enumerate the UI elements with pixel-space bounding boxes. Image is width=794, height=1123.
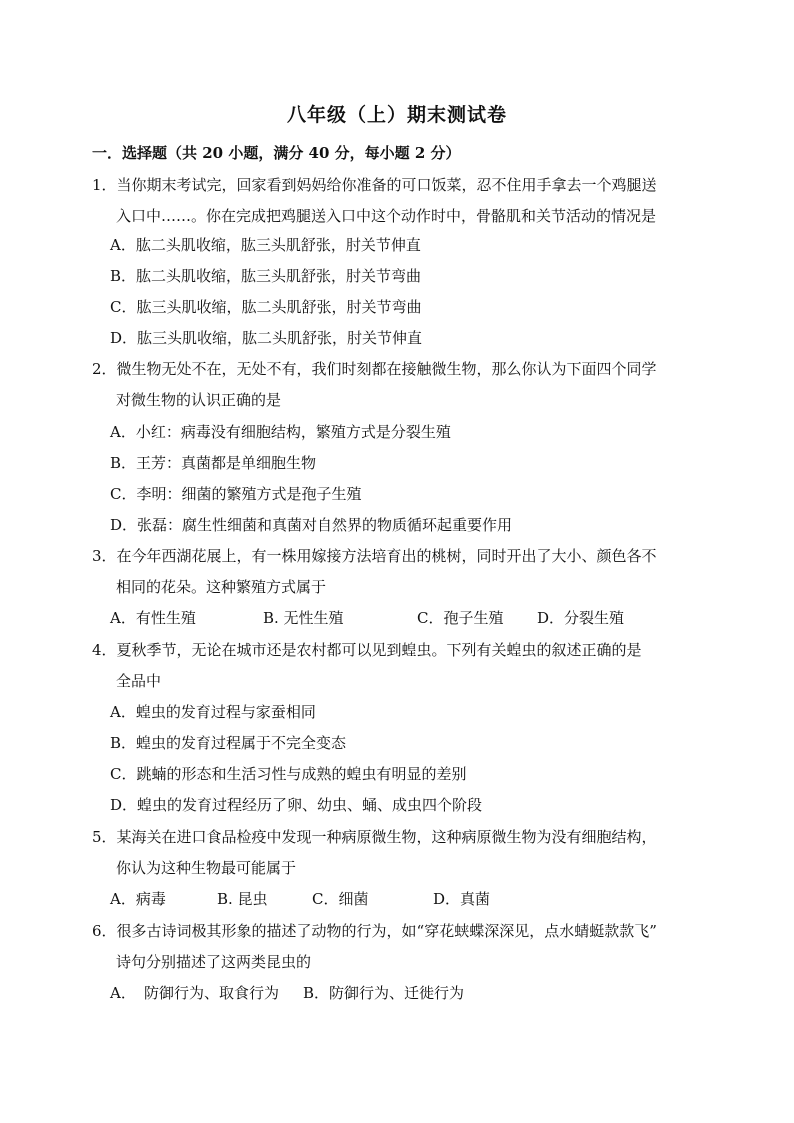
option-a: A．小红：病毒没有细胞结构，繁殖方式是分裂生殖 bbox=[110, 423, 451, 441]
question-4 bbox=[92, 635, 710, 697]
option-b: B．蝗虫的发育过程属于不完全变态 bbox=[110, 734, 347, 752]
option-a: A．肱二头肌收缩，肱三头肌舒张，肘关节伸直 bbox=[110, 236, 421, 254]
option-b: B．防御行为、迁徙行为 bbox=[303, 984, 465, 1002]
option-a: A．蝗虫的发育过程与家蚕相同 bbox=[110, 703, 316, 721]
question-text-continued: 你认为这种生物最可能属于 bbox=[116, 859, 297, 877]
option-a: A． bbox=[110, 984, 136, 1002]
option-c: C．细菌 bbox=[312, 890, 369, 908]
question-2 bbox=[92, 354, 710, 416]
question-1 bbox=[92, 170, 710, 232]
question-text: 5．某海关在进口食品检疫中发现一种病原微生物，这种病原微生物为没有细胞结构， bbox=[92, 828, 657, 846]
question-text: 4．夏秋季节，无论在城市还是农村都可以见到蝗虫。下列有关蝗虫的叙述正确的是 bbox=[92, 641, 642, 659]
question-text: 1．当你期末考试完，回家看到妈妈给你准备的可口饭菜，忍不住用手拿去一个鸡腿送 bbox=[92, 176, 657, 194]
option-d: D．蝗虫的发育过程经历了卵、幼虫、蛹、成虫四个阶段 bbox=[110, 796, 483, 814]
option-d: D．肱三头肌收缩，肱二头肌舒张，肘关节伸直 bbox=[110, 329, 423, 347]
option-a-text: 防御行为、取食行为 bbox=[144, 984, 280, 1002]
section-heading: 一．选择题（共 20 小题，满分 40 分，每小题 2 分） bbox=[92, 144, 461, 162]
question-text-continued: 相同的花朵。这种繁殖方式属于 bbox=[116, 578, 327, 596]
option-c: C．肱三头肌收缩，肱二头肌舒张，肘关节弯曲 bbox=[110, 298, 422, 316]
option-d: D．分裂生殖 bbox=[537, 609, 625, 627]
option-d: D．真菌 bbox=[433, 890, 491, 908]
question-text-continued: 入口中……。你在完成把鸡腿送入口中这个动作时中，骨骼肌和关节活动的情况是 bbox=[116, 207, 657, 225]
option-a: A．有性生殖 bbox=[110, 609, 196, 627]
question-3 bbox=[92, 541, 710, 603]
question-text: 6．很多古诗词极其形象的描述了动物的行为，如“穿花蛱蝶深深见，点水蜻蜓款款飞” bbox=[92, 922, 657, 940]
question-text-continued: 全品中 bbox=[116, 672, 162, 690]
question-text: 2．微生物无处不在，无处不有，我们时刻都在接触微生物，那么你认为下面四个同学 bbox=[92, 360, 657, 378]
option-b: B. 无性生殖 bbox=[263, 609, 344, 627]
question-text: 3．在今年西湖花展上，有一株用嫁接方法培育出的桃树，同时开出了大小、颜色各不 bbox=[92, 547, 657, 565]
option-d: D．张磊：腐生性细菌和真菌对自然界的物质循环起重要作用 bbox=[110, 516, 513, 534]
page-title: 八年级（上）期末测试卷 bbox=[286, 104, 507, 126]
option-b: B. 昆虫 bbox=[217, 890, 268, 908]
question-6 bbox=[92, 916, 710, 978]
option-a: A．病毒 bbox=[110, 890, 166, 908]
option-c: C．跳蝻的形态和生活习性与成熟的蝗虫有明显的差别 bbox=[110, 765, 467, 783]
question-5 bbox=[92, 822, 710, 884]
option-b: B．王芳：真菌都是单细胞生物 bbox=[110, 454, 317, 472]
question-text-continued: 对微生物的认识正确的是 bbox=[116, 391, 282, 409]
option-b: B．肱二头肌收缩，肱三头肌舒张，肘关节弯曲 bbox=[110, 267, 422, 285]
option-c: C．孢子生殖 bbox=[417, 609, 504, 627]
question-text-continued: 诗句分别描述了这两类昆虫的 bbox=[116, 953, 312, 971]
option-c: C．李明：细菌的繁殖方式是孢子生殖 bbox=[110, 485, 362, 503]
